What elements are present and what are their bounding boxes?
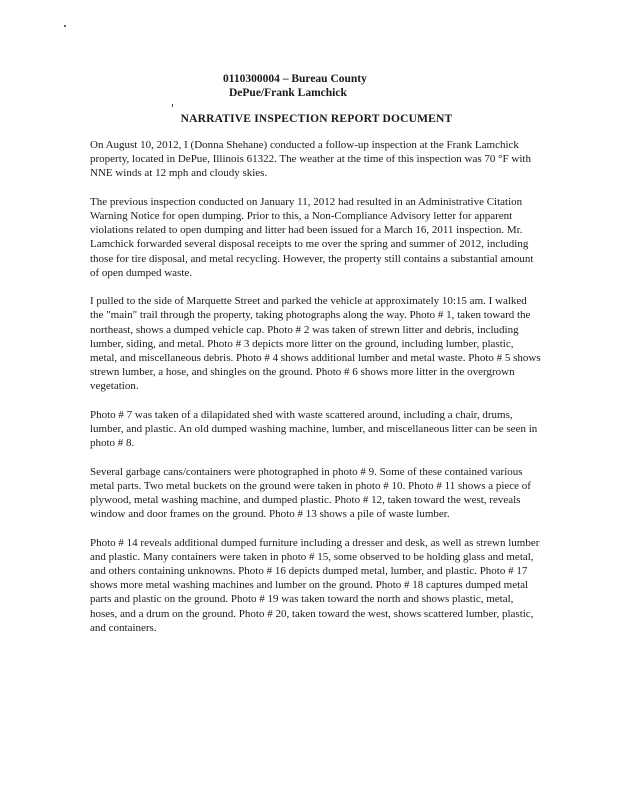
narrative-body — [90, 138, 542, 649]
paragraph-photos-14-20: Photo # 14 reveals additional dumped furniture including a dresser and desk, as well as strewn lumber and plastic. Many containers were taken in photo # 15, some observed to be holding glass and metal, and others containing unknowns. Photo # 16 depicts dumped metal, lumber, and plastic. Photo # 17 shows more metal washing machines and lumber on the ground. Photo # 18 captures dumped metal parts and plastic on the ground. Photo # 19 was taken toward the north and shows plastic, metal, hoses, and a drum on the ground. Photo # 20, taken toward the west, shows scattered lumber, plastic, and containers. — [90, 536, 540, 634]
paragraph-photos-9-13: Several garbage cans/containers were photographed in photo # 9. Some of these contained various metal parts. Two metal buckets on the ground were taken in photo # 10. Photo # 11 shows a piece of plywood, metal washing machine, and dumped plastic. Photo # 12, taken toward the west, reveals window and door frames on the ground. Photo # 13 shows a pile of waste lumber. — [90, 465, 531, 521]
paragraph-intro: On August 10, 2012, I (Donna Shehane) conducted a follow-up inspection at the Frank Lamchick property, located in DePue, Illinois 61322. The weather at the time of this inspection was 70 °F with NNE winds at 12 mph and cloudy skies. — [90, 139, 531, 180]
scan-speck — [64, 25, 66, 27]
paragraph-previous-inspection: The previous inspection conducted on January 11, 2012 had resulted in an Administrative Citation Warning Notice for open dumping. Prior to this, a Non-Compliance Advisory letter for apparent violations related to open dumping and litter had been issued for a March 16, 2011 inspection. Mr. Lamchick forwarded several disposal receipts to me over the spring and summer of 2012, including those for tire disposal, and metal recycling. However, the property still contains a substantial amount of open dumped waste. — [90, 195, 534, 279]
document-header — [223, 72, 367, 100]
site-line: DePue/Frank Lamchick — [229, 87, 347, 99]
document-title: NARRATIVE INSPECTION REPORT DOCUMENT — [180, 113, 453, 125]
paragraph-photos-1-6: I pulled to the side of Marquette Street and parked the vehicle at approximately 10:15 am. I walked the "main" trail through the property, taking photographs along the way. Photo # 1, taken toward the northeast, shows a dumped vehicle cap. Photo # 2 was taken of strewn litter and debris, including lumber, siding, and metal. Photo # 3 depicts more litter on the ground, including lumber, plastic, metal, and miscellaneous debris. Photo # 4 shows additional lumber and metal waste. Photo # 5 shows strewn lumber, a hose, and shingles on the ground. Photo # 6 shows more litter in the overgrown vegetation. — [90, 295, 541, 393]
scan-mark — [172, 104, 173, 107]
case-number-line: 0110300004 – Bureau County — [223, 73, 367, 85]
paragraph-photos-7-8: Photo # 7 was taken of a dilapidated shed with waste scattered around, including a chair, drums, lumber, and plastic. An old dumped washing machine, lumber, and miscellaneous litter can be seen in photo # 8. — [90, 408, 538, 450]
